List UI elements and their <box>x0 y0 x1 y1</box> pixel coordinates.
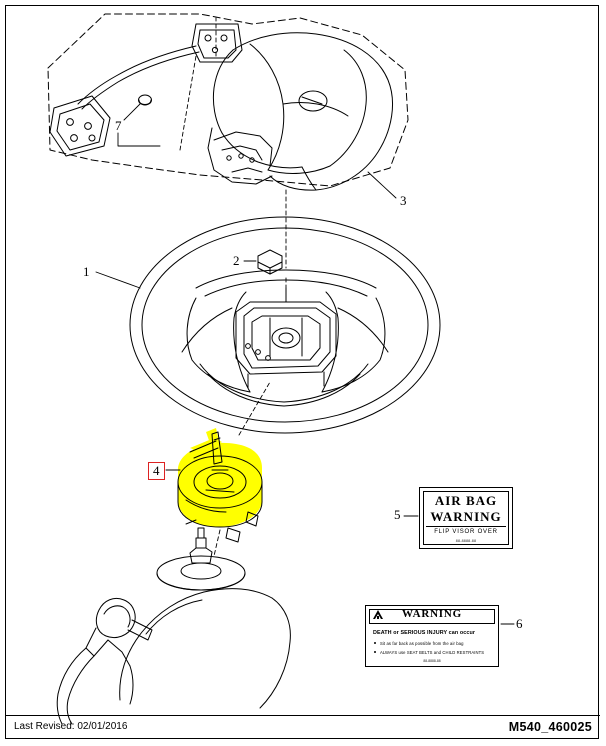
air-bag-label-line1: AIR BAG <box>434 493 498 508</box>
air-bag-label-partno: 88-8888-88 <box>455 539 477 543</box>
bullet-dot-icon <box>374 651 376 653</box>
warning-label-heading: WARNING <box>402 608 462 620</box>
steering-wheel-outer <box>130 217 440 433</box>
air-bag-label-line3: FLIP VISOR OVER <box>434 529 498 535</box>
callout-2: 2 <box>233 253 240 268</box>
warning-label <box>365 605 499 667</box>
warning-bullet-2-text: ALWAYS use SEAT BELTS and CHILD RESTRAINTS <box>380 650 485 655</box>
last-revised-text: Last Revised: 02/01/2016 <box>14 721 128 732</box>
bullet-dot-icon <box>374 642 376 644</box>
callout-6: 6 <box>516 616 523 631</box>
warning-label-bullet-2 <box>380 650 484 655</box>
label-divider <box>426 526 506 527</box>
warning-label-bullet-1 <box>380 641 464 646</box>
warning-label-subheading: DEATH or SERIOUS INJURY can occur <box>373 630 476 636</box>
drawing-number: M540_460025 <box>508 720 592 734</box>
warning-label-partno: 88-8888-88 <box>423 659 441 663</box>
air-bag-warning-label <box>419 487 513 549</box>
callout-4: 4 <box>148 462 165 480</box>
air-bag-label-line2: WARNING <box>430 509 502 524</box>
callout-7: 7 <box>115 118 122 133</box>
warning-bullet-1-text: Sit as far back as possible from the air bag <box>380 641 464 646</box>
callout-3: 3 <box>400 193 407 208</box>
callout-1: 1 <box>83 264 90 279</box>
callout-5: 5 <box>394 507 401 522</box>
footer-divider <box>6 715 600 716</box>
